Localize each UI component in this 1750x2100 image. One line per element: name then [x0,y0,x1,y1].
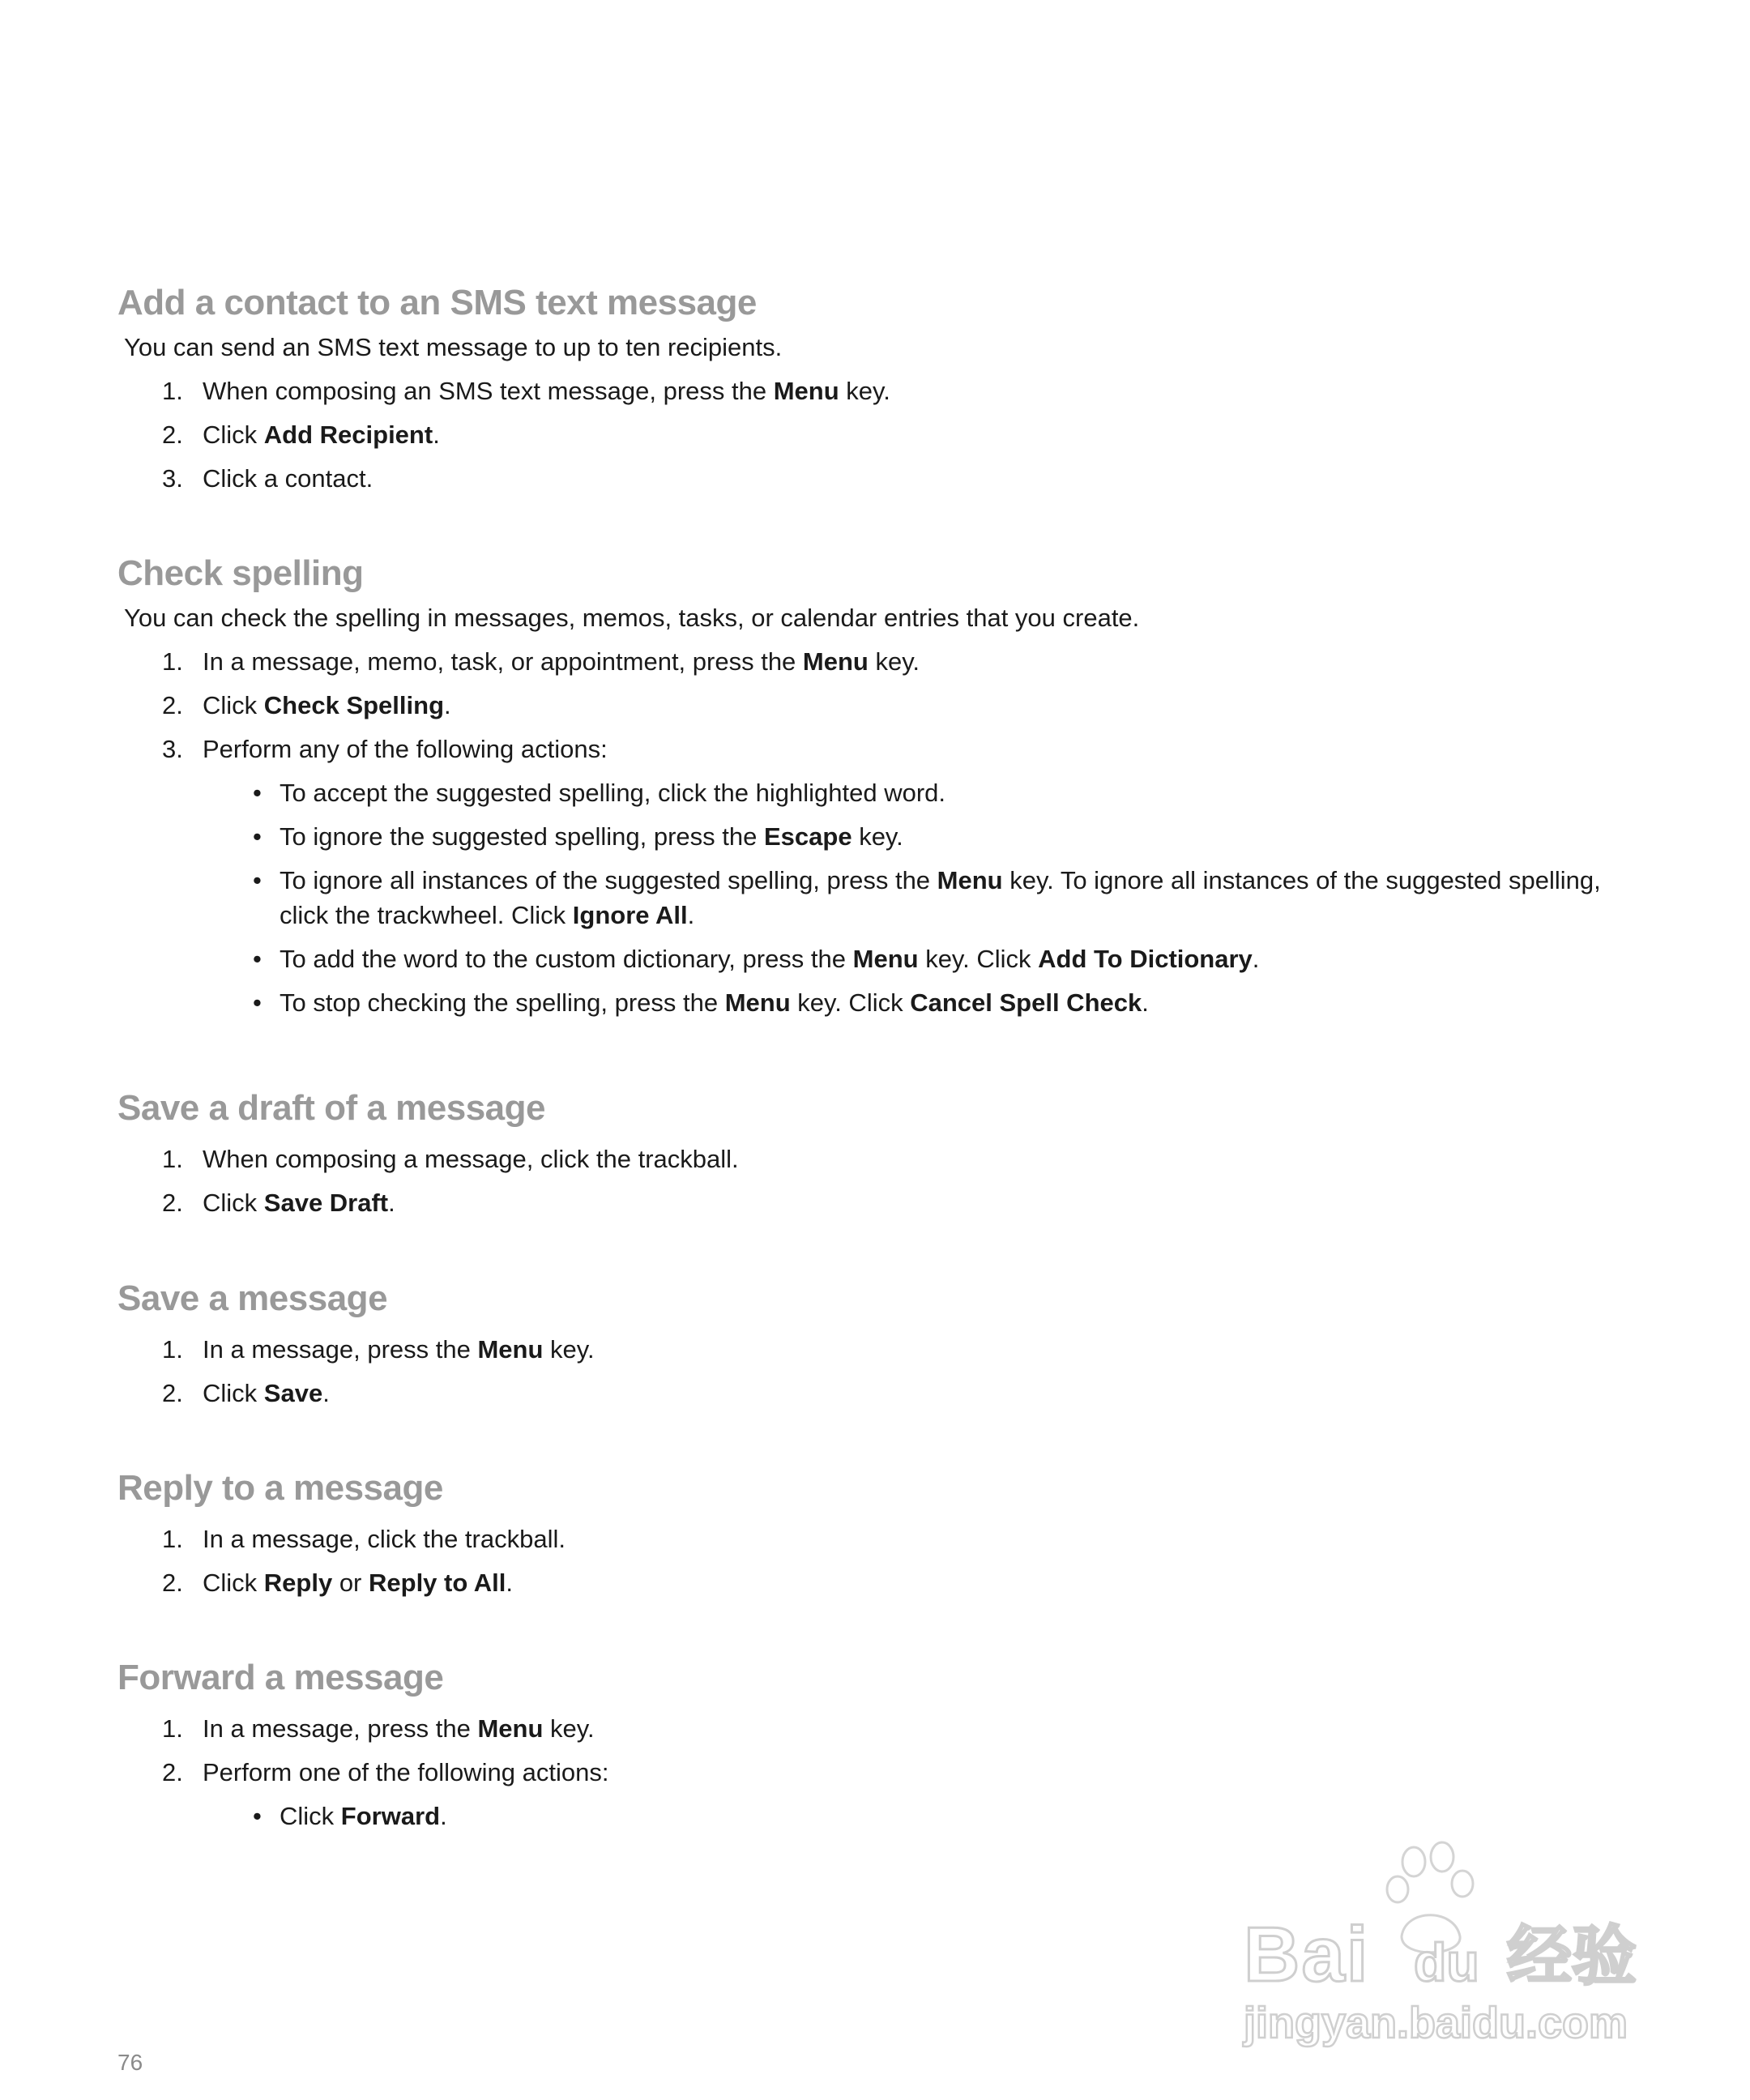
ui-term: Add To Dictionary [1038,945,1253,973]
step-item: 3. Click a contact. [117,457,1657,501]
step-item: 3. Perform any of the following actions: [117,728,1657,771]
step-item: 1. In a message, press the Menu key. [117,1707,1657,1751]
section-intro: You can check the spelling in messages, memos, tasks, or calendar entries that you create. [124,604,1140,632]
step-item: 1. In a message, click the trackball. [117,1517,1657,1561]
step-item: 2. Click Reply or Reply to All. [117,1561,1657,1605]
bullet-item: • To stop checking the spelling, press the Menu key. Click Cancel Spell Check. [117,985,1608,1020]
steps-list [117,1517,1657,1605]
step-number: 1. [162,1145,183,1173]
section-forward [117,1655,1657,1842]
step-item: 1. When composing a message, click the trackball. [117,1138,1657,1181]
step-item: 2. Click Save Draft. [117,1181,1657,1225]
steps-list [117,1328,1657,1415]
steps-list [117,1707,1657,1795]
step-number: 2. [162,691,183,719]
step-number: 1. [162,1525,183,1553]
bullet-item: • To add the word to the custom dictionary, press the Menu key. Click Add To Dictionary. [117,941,1608,976]
section-heading: Reply to a message [117,1468,443,1508]
bullet-icon: • [253,866,262,894]
actions-list [117,775,1657,1020]
ui-term: Menu [724,988,791,1017]
step-number: 1. [162,1714,183,1743]
baidu-jingyan-watermark-logo [1240,1839,1661,2050]
ui-term: Reply to All [369,1569,506,1597]
step-number: 3. [162,735,183,763]
ui-term: Menu [937,866,1003,894]
bullet-item: • To accept the suggested spelling, click the highlighted word. [117,775,1608,810]
section-reply [117,1466,1657,1605]
steps-list [117,640,1657,771]
svg-text:du: du [1414,1932,1479,1992]
ui-term: Ignore All [572,901,688,929]
ui-term: Reply [263,1569,333,1597]
section-heading: Save a draft of a message [117,1088,545,1128]
ui-term: Save [263,1379,323,1407]
bullet-icon: • [253,988,262,1017]
step-number: 1. [162,647,183,676]
bullet-icon: • [253,822,262,851]
step-item: 2. Click Check Spelling. [117,684,1657,728]
step-item: 1. In a message, memo, task, or appointment, press the Menu key. [117,640,1657,684]
steps-list [117,369,1657,501]
section-check-spelling [117,551,1657,1029]
section-add-contact [117,280,1657,501]
ui-term: Menu [477,1714,544,1743]
page-number: 76 [117,2050,143,2075]
step-number: 2. [162,1189,183,1217]
ui-term: Menu [802,647,869,676]
bullet-icon: • [253,779,262,807]
svg-text:经验: 经验 [1507,1919,1637,1994]
section-heading: Save a message [117,1278,388,1318]
section-heading: Add a contact to an SMS text message [117,283,757,322]
ui-term: Escape [764,822,852,851]
ui-term: Menu [477,1335,544,1364]
bullet-item: • To ignore the suggested spelling, press the Escape key. [117,819,1608,854]
step-item: 1. When composing an SMS text message, press the Menu key. [117,369,1657,413]
svg-text:jingyan.baidu.com: jingyan.baidu.com [1244,1999,1628,2047]
bullet-icon: • [253,1802,262,1830]
step-number: 2. [162,1569,183,1597]
step-item: 2. Perform one of the following actions: [117,1751,1657,1795]
ui-term: Forward [340,1802,441,1830]
step-item: 2. Click Add Recipient. [117,413,1657,457]
step-number: 2. [162,420,183,449]
svg-text:Bai: Bai [1244,1911,1370,1998]
step-item: 1. In a message, press the Menu key. [117,1328,1657,1372]
bullet-item: • To ignore all instances of the suggested spelling, press the Menu key. To ignore all instances of the suggested spelling, click the trackwheel. Click Ignore All. [117,863,1608,933]
ui-term: Menu [773,377,839,405]
ui-term: Cancel Spell Check [910,988,1142,1017]
section-heading: Forward a message [117,1658,444,1697]
bullet-item: • Click Forward. [117,1799,1608,1833]
step-number: 3. [162,464,183,493]
step-number: 2. [162,1379,183,1407]
steps-list [117,1138,1657,1225]
actions-list [117,1799,1657,1833]
ui-term: Save Draft [263,1189,389,1217]
ui-term: Add Recipient [263,420,433,449]
step-number: 2. [162,1758,183,1786]
ui-term: Check Spelling [263,691,445,719]
step-number: 1. [162,377,183,405]
bullet-icon: • [253,945,262,973]
section-save-message [117,1276,1657,1415]
section-heading: Check spelling [117,553,364,593]
step-item: 2. Click Save. [117,1372,1657,1415]
ui-term: Menu [852,945,919,973]
section-intro: You can send an SMS text message to up to ten recipients. [124,333,783,361]
step-number: 1. [162,1335,183,1364]
section-save-draft [117,1086,1657,1225]
